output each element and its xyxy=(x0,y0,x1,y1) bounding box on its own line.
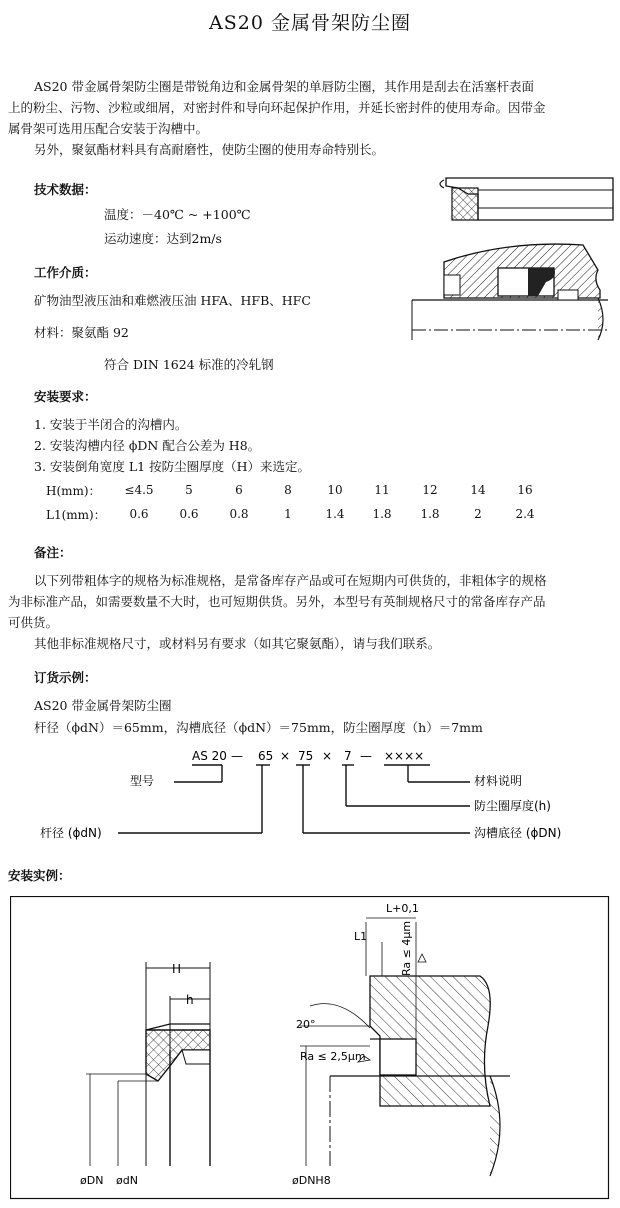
seal-section-small xyxy=(440,178,613,220)
table-cell: 6 xyxy=(235,483,243,497)
label-rod: 杆径 (ϕdN) xyxy=(40,826,102,840)
notes-line-2: 为非标准产品，如需要数量不大时，也可短期供货。另外，本型号有英制规格尺寸的常备库存产品 xyxy=(8,594,546,609)
table-cell: 0.6 xyxy=(179,507,199,521)
code-sep-1: — xyxy=(231,749,243,763)
intro-line-2: 上的粉尘、污物、沙粒或细屑，对密封件和导向环起保护作用，并延长密封件的使用寿命。因带金 xyxy=(8,100,546,115)
code-sep-4: — xyxy=(360,749,372,763)
notes-paragraph xyxy=(8,570,616,654)
code-thickness: 7 xyxy=(344,749,352,763)
material-text: 材料：聚氨酯 92 xyxy=(34,325,129,340)
install-item-2: 2. 安装沟槽内径 ϕDN 配合公差为 H8。 xyxy=(34,438,261,453)
order-line-1: AS20 带金属骨架防尘圈 xyxy=(34,698,172,713)
roughness-ra25: Ra ≤ 2,5µm xyxy=(300,1050,366,1063)
dim-DN: øDN xyxy=(80,1174,104,1187)
dim-dN: ødN xyxy=(116,1174,138,1187)
code-model: AS 20 xyxy=(192,749,227,763)
code-material: ×××× xyxy=(384,749,425,763)
medium-heading: 工作介质： xyxy=(34,265,97,280)
label-model: 型号 xyxy=(130,774,155,788)
table-cell: 1.4 xyxy=(325,507,345,521)
table-cell: 1.8 xyxy=(372,507,392,521)
chamfer-table xyxy=(46,478,548,526)
install-item-3: 3. 安装倒角宽度 L1 按防尘圈厚度（H）来选定。 xyxy=(34,459,311,474)
label-material: 材料说明 xyxy=(474,774,523,788)
table-cell: 14 xyxy=(470,483,486,497)
page-title: AS20 金属骨架防尘圈 xyxy=(209,12,411,34)
order-line-2: 杆径（ϕdN）＝65mm，沟槽底径（ϕdN）＝75mm，防尘圈厚度（h）＝7mm xyxy=(34,720,483,735)
table-cell: 1 xyxy=(284,507,292,521)
tech-heading: 技术数据： xyxy=(34,182,97,197)
speed-text: 运动速度：达到2m/s xyxy=(104,231,222,246)
intro-line-4: 另外，聚氨酯材料具有高耐磨性，使防尘圈的使用寿命特别长。 xyxy=(34,142,385,157)
table-cell: 10 xyxy=(327,483,343,497)
l-label: L1(mm)： xyxy=(46,507,106,522)
code-sep-2: × xyxy=(280,749,291,763)
notes-line-4: 其他非标准规格尺寸，或材料另有要求（如其它聚氨酯），请与我们联系。 xyxy=(34,636,441,651)
table-row-h xyxy=(46,478,548,502)
install-item-1: 1. 安装于半闭合的沟槽内。 xyxy=(34,417,188,432)
example-heading: 安装实例： xyxy=(8,868,71,883)
table-row-l xyxy=(46,502,548,526)
code-sep-3: × xyxy=(322,749,333,763)
dim-H: H xyxy=(172,962,182,976)
table-cell: 11 xyxy=(374,483,390,497)
temperature-text: 温度：－40℃ ~ +100℃ xyxy=(104,207,251,222)
table-cell: 0.6 xyxy=(129,507,149,521)
order-heading: 订货示例： xyxy=(34,670,97,685)
installation-example-drawing xyxy=(10,896,610,1200)
dim-L1: L1 xyxy=(354,930,368,943)
table-cell: 5 xyxy=(185,483,193,497)
table-cell: 2.4 xyxy=(515,507,535,521)
intro-line-3: 属骨架可选用压配合安装于沟槽中。 xyxy=(8,121,209,136)
install-heading: 安装要求： xyxy=(34,389,97,404)
code-leader-lines xyxy=(118,765,470,833)
label-thickness: 防尘圈厚度(h) xyxy=(474,799,551,813)
table-cell: 8 xyxy=(284,483,292,497)
table-cell: ≤4.5 xyxy=(124,483,154,497)
angle-20: 20° xyxy=(296,1018,316,1031)
dim-h: h xyxy=(186,993,194,1007)
notes-line-3: 可供货。 xyxy=(8,615,59,630)
dim-DNH8: øDNH8 xyxy=(292,1174,331,1187)
notes-line-1: 以下列带粗体字的规格为标准规格，是常备库存产品或可在短期内可供货的，非粗体字的规格 xyxy=(34,573,547,588)
table-cell: 0.8 xyxy=(229,507,249,521)
table-cell: 16 xyxy=(517,483,533,497)
code-rod: 65 xyxy=(258,749,274,763)
order-code-diagram xyxy=(40,745,600,845)
intro-line-1: AS20 带金属骨架防尘圈是带锐角边和金属骨架的单唇防尘圈，其作用是刮去在活塞杆表面 xyxy=(34,79,534,94)
table-cell: 1.8 xyxy=(420,507,440,521)
roughness-ra4: Ra ≤ 4µm xyxy=(400,920,413,976)
label-groove: 沟槽底径 (ϕDN) xyxy=(474,826,562,840)
seal-cross-section-drawings xyxy=(408,170,618,345)
intro-paragraph xyxy=(8,76,616,160)
example-frame xyxy=(11,897,609,1199)
medium-text: 矿物油型液压油和难燃液压油 HFA、HFB、HFC xyxy=(34,293,311,308)
install-list xyxy=(34,414,310,477)
table-cell: 12 xyxy=(422,483,438,497)
steel-text: 符合 DIN 1624 标准的冷轧钢 xyxy=(104,357,274,372)
table-cell: 2 xyxy=(474,507,482,521)
dim-L: L+0,1 xyxy=(386,902,419,915)
h-label: H(mm)： xyxy=(46,483,101,498)
seal-section-installed xyxy=(412,244,608,340)
notes-heading: 备注： xyxy=(34,545,72,560)
code-groove: 75 xyxy=(298,749,314,763)
